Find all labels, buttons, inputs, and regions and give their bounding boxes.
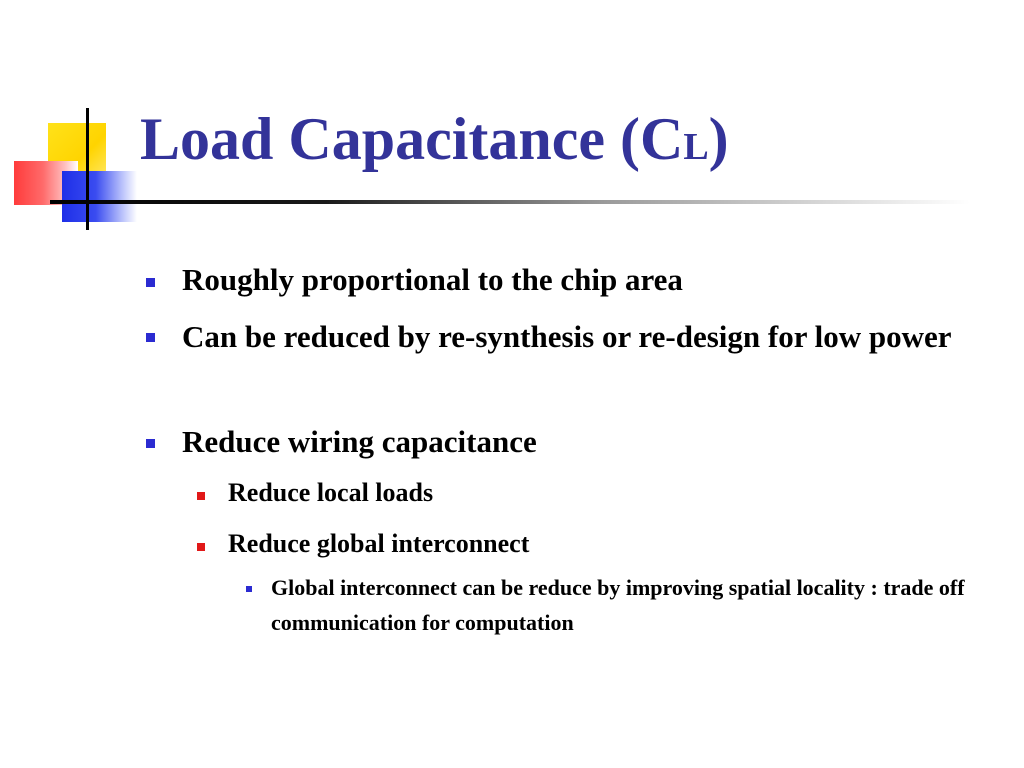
sub-sub-bullet-square-icon: [246, 586, 252, 592]
sub-bullet-square-icon: [197, 492, 205, 500]
bullet-square-icon: [146, 278, 155, 287]
sub-bullet-item-2: Reduce global interconnect: [228, 529, 530, 558]
title-close-paren: ): [708, 106, 729, 172]
bullet-square-icon: [146, 333, 155, 342]
bullet-item-1: Roughly proportional to the chip area: [182, 262, 683, 297]
bullet-item-3: Reduce wiring capacitance: [182, 424, 537, 459]
sub-sub-bullet-item-1: Global interconnect can be reduce by improving spatial locality : trade off communication for computation: [271, 575, 965, 635]
sub-bullet-item-1: Reduce local loads: [228, 478, 434, 507]
bullet-item-2: Can be reduced by re-synthesis or re-design for low power: [182, 319, 952, 354]
title-subscript: L: [683, 126, 709, 168]
title-text: Load Capacitance (C: [140, 106, 684, 172]
bullet-square-icon: [146, 439, 155, 448]
sub-bullet-square-icon: [197, 543, 205, 551]
